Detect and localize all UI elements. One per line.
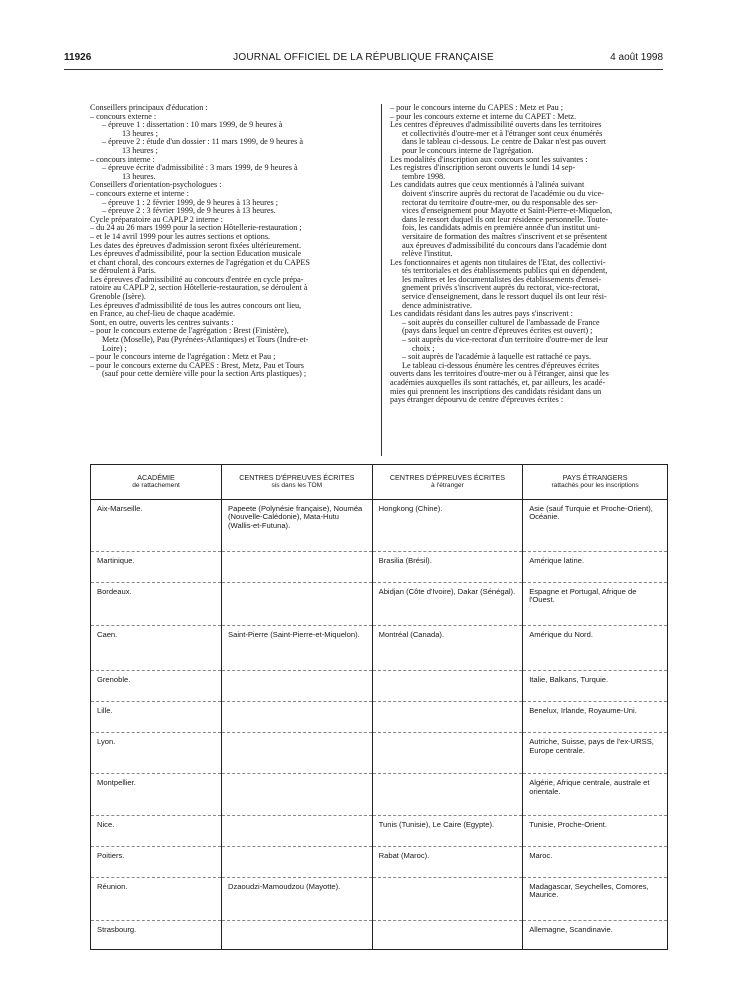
cell-academie: Grenoble. (91, 671, 222, 702)
cell-academie: Strasbourg. (91, 921, 222, 950)
text-line: Les épreuves d'admissibilité de tous les autres concours ont lieu, (90, 301, 302, 310)
journal-title: JOURNAL OFFICIEL DE LA RÉPUBLIQUE FRANÇAISE (233, 52, 494, 63)
text-line: (sauf pour cette dernière ville pour la section Arts plastiques) ; (102, 370, 307, 379)
cell-academie: Réunion. (91, 877, 222, 920)
cell-centre-etranger (372, 774, 523, 815)
text-line: dence administrative. (402, 301, 473, 310)
right-text-column (390, 104, 668, 405)
text-line: Grenoble (Isère). (90, 293, 146, 302)
text-line: – soit auprès du conseiller culturel de l'ambassade de France (402, 318, 600, 327)
cell-pays-etrangers: Amérique du Nord. (523, 625, 668, 670)
cell-pays-etrangers: Madagascar, Seychelles, Comores, Maurice. (523, 877, 668, 920)
cell-centre-tom: Saint-Pierre (Saint-Pierre-et-Miquelon). (222, 625, 373, 670)
cell-centre-tom (222, 733, 373, 774)
text-line: mies qui prennent les inscriptions des candidats résidant dans un (390, 387, 602, 396)
text-line: pour le concours interne de l'agrégation. (402, 146, 534, 155)
text-line: dans le tableau ci-dessous. Le centre de Dakar n'est pas ouvert (402, 138, 607, 147)
text-line: Conseillers principaux d'éducation : (90, 104, 208, 112)
text-line: – pour le concours externe du CAPES : Brest, Metz, Pau et Tours (90, 361, 304, 370)
text-line: aux épreuves d'admissibilité du concours dans l'académie dont (402, 241, 607, 250)
cell-centre-tom (222, 774, 373, 815)
text-line: et collectivités d'outre-mer et à l'étranger sont ceux énumérés (402, 129, 603, 138)
text-line: 13 heures ; (122, 129, 158, 138)
text-line: 13 heures ; (122, 146, 158, 155)
cell-centre-tom: Dzaoudzi-Mamoudzou (Mayotte). (222, 877, 373, 920)
text-line: service d'enseignement, dans le ressort duquel ils ont leur rési- (402, 293, 607, 302)
text-line: Les candidats autres que ceux mentionnés à l'alinéa suivant (390, 181, 585, 190)
cell-pays-etrangers: Allemagne, Scandinavie. (523, 921, 668, 950)
cell-centre-tom (222, 582, 373, 625)
text-line: Les fonctionnaires et agents non titulaires de l'Etat, des collectivi- (390, 258, 606, 267)
text-line: – épreuve 1 : 2 février 1999, de 9 heures à 13 heures ; (102, 198, 278, 207)
table-row (91, 921, 668, 950)
exam-centers-table (90, 464, 668, 950)
table-row (91, 625, 668, 670)
text-line: les maîtres et les documentalistes des établissements d'ensei- (402, 275, 602, 284)
cell-academie: Montpellier. (91, 774, 222, 815)
text-line: (pays dans lequel un centre d'épreuves écrites est ouvert) ; (402, 327, 593, 336)
cell-pays-etrangers: Benelux, Irlande, Royaume-Uni. (523, 702, 668, 733)
table-row (91, 815, 668, 846)
cell-centre-etranger (372, 921, 523, 950)
cell-academie: Nice. (91, 815, 222, 846)
cell-pays-etrangers: Tunisie, Proche-Orient. (523, 815, 668, 846)
text-line: – concours interne : (90, 155, 155, 164)
table-body (91, 500, 668, 950)
page-number: 11926 (64, 52, 92, 63)
text-line: Sont, en outre, ouverts les centres suivants : (90, 318, 234, 327)
text-line: – épreuve 1 : dissertation : 10 mars 1999, de 9 heures à (102, 121, 283, 130)
page-header (64, 52, 663, 66)
text-line: Les épreuves d'admissibilité au concours d'entrée en cycle prépa- (90, 275, 304, 284)
header-rule (64, 69, 663, 70)
text-line: relève l'institut. (402, 250, 453, 259)
cell-academie: Poitiers. (91, 846, 222, 877)
text-line: – pour le concours externe de l'agrégation : Brest (Finistère), (90, 327, 289, 336)
text-line: vices d'enseignement pour Mayotte et Saint-Pierre-et-Miquelon, (402, 207, 613, 216)
text-line: pays étranger dépourvu de centre d'épreuves écrites : (390, 396, 564, 405)
text-line: choix ; (412, 344, 435, 353)
cell-centre-etranger: Montréal (Canada). (372, 625, 523, 670)
cell-academie: Lille. (91, 702, 222, 733)
cell-pays-etrangers: Espagne et Portugal, Afrique de l'Ouest. (523, 582, 668, 625)
text-line: Les modalités d'inscription aux concours sont les suivantes : (390, 155, 588, 164)
cell-centre-etranger (372, 702, 523, 733)
cell-centre-tom (222, 702, 373, 733)
cell-centre-etranger: Hongkong (Chine). (372, 500, 523, 552)
text-line: ouverts dans les territoires d'outre-mer ou à l'étranger, ainsi que les (390, 370, 609, 379)
header-centres-tom: CENTRES D'ÉPREUVES ÉCRITES sis dans les TOM (222, 465, 373, 500)
text-line: se déroulent à Paris. (90, 267, 156, 276)
text-line: ratoire au CAPLP 2, section Hôtellerie-restauration, se déroulent à (90, 284, 308, 293)
cell-centre-tom (222, 671, 373, 702)
text-line: gnement privés s'inscrivent auprès du rectorat, vice-rectorat, (402, 284, 600, 293)
text-line: Cycle préparatoire au CAPLP 2 interne : (90, 215, 223, 224)
cell-centre-etranger: Brasilia (Brésil). (372, 551, 523, 582)
text-line: Les centres d'épreuves d'admissibilité ouverts dans les territoires (390, 121, 602, 130)
cell-centre-etranger (372, 877, 523, 920)
cell-centre-etranger: Rabat (Maroc). (372, 846, 523, 877)
text-line: – du 24 au 26 mars 1999 pour la section Hôtellerie-restauration ; (90, 224, 302, 233)
header-centres-etranger: CENTRES D'ÉPREUVES ÉCRITES à l'étranger (372, 465, 523, 500)
cell-centre-etranger (372, 671, 523, 702)
issue-date: 4 août 1998 (610, 52, 663, 63)
column-divider (381, 104, 382, 456)
text-line: Les dates des épreuves d'admission seront fixées ultérieurement. (90, 241, 302, 250)
text-line: en France, au chef-lieu de chaque académie. (90, 310, 236, 319)
cell-centre-etranger (372, 733, 523, 774)
cell-centre-tom (222, 846, 373, 877)
table-row (91, 671, 668, 702)
cell-pays-etrangers: Asie (sauf Turquie et Proche-Orient), Océanie. (523, 500, 668, 552)
text-line: Loire) ; (102, 344, 127, 353)
cell-centre-tom (222, 921, 373, 950)
text-line: fois, les candidats admis en première année d'un institut uni- (402, 224, 600, 233)
text-line: tés territoriales et des établissements publics qui en dépendent, (402, 267, 608, 276)
text-line: Metz (Moselle), Pau (Pyrénées-Atlantiques) et Tours (Indre-et- (102, 336, 309, 345)
text-line: rectorat du territoire d'outre-mer, ou du responsable des ser- (402, 198, 598, 207)
table-row (91, 877, 668, 920)
text-line: – et le 14 avril 1999 pour les autres sections et options. (90, 232, 271, 241)
text-line: et chant choral, des concours externes de l'agrégation et du CAPES (90, 258, 310, 267)
header-pays-etrangers: PAYS ÉTRANGERS rattachés pour les inscriptions (523, 465, 668, 500)
left-text-column (90, 104, 370, 379)
text-line: Le tableau ci-dessous énumère les centres d'épreuves écrites (402, 361, 600, 370)
cell-pays-etrangers: Algérie, Afrique centrale, australe et orientale. (523, 774, 668, 815)
text-line: – concours externe : (90, 112, 157, 121)
cell-academie: Caen. (91, 625, 222, 670)
text-line: – pour le concours interne du CAPES : Metz et Pau ; (390, 104, 564, 112)
cell-pays-etrangers: Maroc. (523, 846, 668, 877)
table-row (91, 582, 668, 625)
cell-centre-tom: Papeete (Polynésie française), Nouméa (Nouvelle-Calédonie), Mata-Hutu (Wallis-et-Futuna). (222, 500, 373, 552)
header-academie: ACADÉMIE de rattachement (91, 465, 222, 500)
cell-academie: Martinique. (91, 551, 222, 582)
cell-pays-etrangers: Amérique latine. (523, 551, 668, 582)
cell-centre-etranger: Abidjan (Côte d'Ivoire), Dakar (Sénégal). (372, 582, 523, 625)
text-line: – épreuve écrite d'admissibilité : 3 mars 1999, de 9 heures à (102, 164, 298, 173)
cell-centre-tom (222, 551, 373, 582)
cell-academie: Lyon. (91, 733, 222, 774)
cell-academie: Bordeaux. (91, 582, 222, 625)
cell-centre-tom (222, 815, 373, 846)
text-line: doivent s'inscrire auprès du rectorat de l'académie ou du vice- (402, 189, 604, 198)
text-line: – épreuve 2 : 3 février 1999, de 9 heures à 13 heures. (102, 207, 276, 216)
table-row (91, 774, 668, 815)
cell-pays-etrangers: Autriche, Suisse, pays de l'ex-URSS, Europe centrale. (523, 733, 668, 774)
text-line: 13 heures. (122, 172, 156, 181)
cell-academie: Aix-Marseille. (91, 500, 222, 552)
text-line: Les candidats résidant dans les autres pays s'inscrivent : (390, 310, 573, 319)
cell-centre-etranger: Tunis (Tunisie), Le Caire (Egypte). (372, 815, 523, 846)
text-line: – soit auprès du vice-rectorat d'un territoire d'outre-mer de leur (402, 336, 608, 345)
text-line: – concours externe et interne : (90, 189, 189, 198)
table-header-row (91, 465, 668, 500)
text-line: Conseillers d'orientation-psychologues : (90, 181, 222, 190)
text-line: – soit auprès de l'académie à laquelle est rattaché ce pays. (402, 353, 592, 362)
table-row (91, 702, 668, 733)
text-line: dans le ressort duquel ils ont leur résidence personnelle. Toute- (402, 215, 609, 224)
text-line: – pour les concours externe et interne du CAPET : Metz. (390, 112, 577, 121)
table-row (91, 551, 668, 582)
text-line: tembre 1998. (402, 172, 446, 181)
text-line: – épreuve 2 : étude d'un dossier : 11 mars 1999, de 9 heures à (102, 138, 304, 147)
text-line: versitaire de formation des maîtres s'inscrivent et se présentent (402, 232, 608, 241)
table-row (91, 733, 668, 774)
text-line: académies auxquelles ils sont rattachés, et, par ailleurs, les acadé- (390, 379, 606, 387)
text-line: Les registres d'inscription seront ouverts le lundi 14 sep- (390, 164, 576, 173)
text-line: Les épreuves d'admissibilité, pour la section Education musicale (90, 250, 302, 259)
table-row (91, 846, 668, 877)
table-row (91, 500, 668, 552)
text-line: – pour le concours interne de l'agrégation : Metz et Pau ; (90, 353, 276, 362)
cell-pays-etrangers: Italie, Balkans, Turquie. (523, 671, 668, 702)
